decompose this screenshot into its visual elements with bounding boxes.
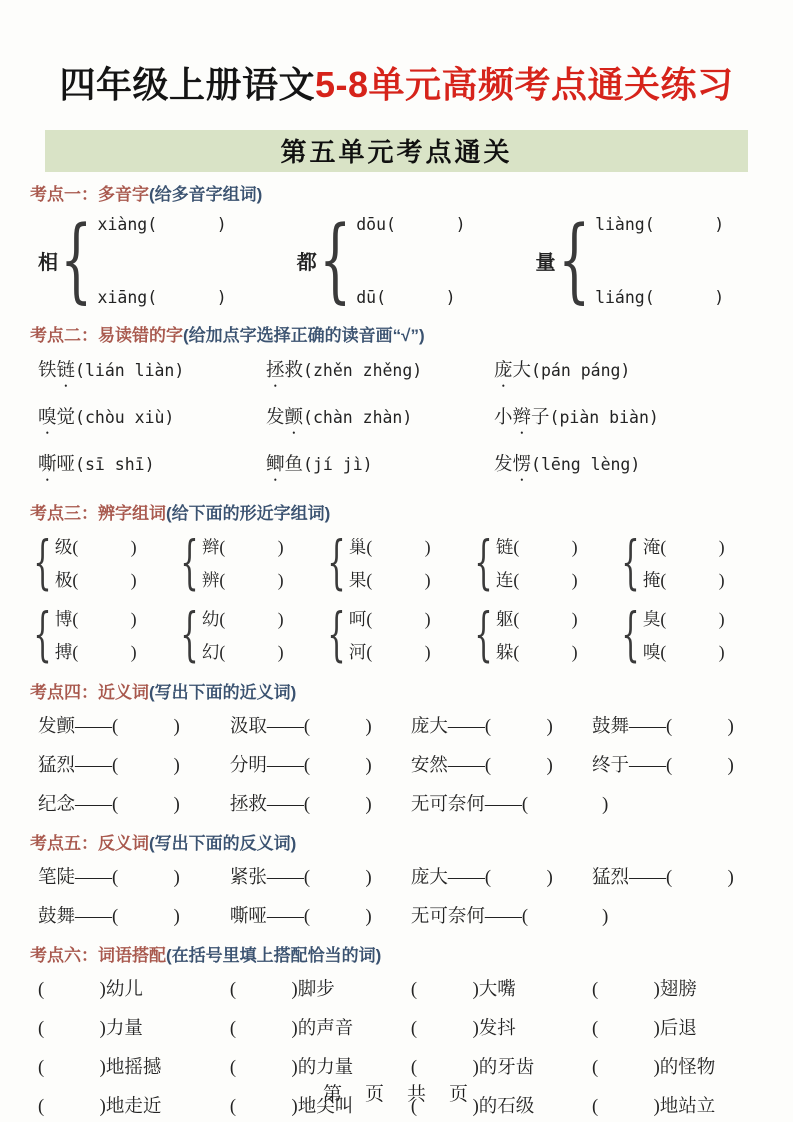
brace-glyph: {: [474, 527, 493, 596]
section-heading: 考点二：易读错的字: [30, 325, 183, 345]
pinyin-options: (chàn zhàn): [303, 407, 413, 427]
pair-blank: 河( ): [348, 641, 431, 662]
section-kaodian-1: [0, 184, 793, 313]
brace-glyph: {: [621, 599, 640, 668]
pronounce-item: [494, 450, 793, 485]
pair-blank: 博( ): [54, 608, 137, 629]
brace-glyph: {: [180, 599, 199, 668]
section-subheading: (在括号里填上搭配恰当的词): [166, 945, 382, 965]
polyphone-blank-bottom: liáng( ): [595, 287, 725, 307]
pair-lines: [643, 534, 725, 592]
polyphone-blank-top: dōu( ): [356, 214, 466, 234]
fill-item: 笔陡——( ): [38, 867, 180, 888]
polyphone-blank-bottom: dū( ): [356, 287, 456, 307]
fill-item: ( )的石级: [410, 1096, 535, 1117]
pair-lines: [349, 534, 431, 592]
fill-item: ( )地走近: [38, 1096, 162, 1117]
pronounce-item: [38, 450, 266, 485]
fill-item: ( )发抖: [410, 1018, 516, 1039]
pair-blank: 臭( ): [642, 608, 725, 629]
fill-item: ( )地站立: [591, 1096, 716, 1117]
polyphone-group: [296, 206, 466, 314]
section-kaodian-4: [0, 682, 793, 821]
pinyin-options: (chòu xiù): [75, 407, 175, 427]
pair-blank: 淹( ): [642, 536, 725, 557]
pair-lines: [55, 534, 137, 592]
pronounce-item: [38, 403, 266, 438]
section-body-synonyms: [0, 709, 793, 821]
pronounce-item: [266, 356, 494, 391]
pair-blank: 幻( ): [201, 641, 284, 662]
word-char: 小: [494, 407, 513, 428]
section-subheading: (写出下面的近义词): [149, 682, 297, 702]
page-title-black: 四年级上册语文: [59, 64, 315, 106]
fill-item: 猛烈——( ): [591, 867, 734, 888]
polyphone-options: [98, 215, 227, 307]
word-char: 哑: [56, 454, 76, 475]
fill-item: ( )地尖叫: [229, 1096, 354, 1117]
section-heading-row: [30, 503, 793, 525]
pair-blank: 巢( ): [348, 536, 431, 557]
pair-lines: [55, 606, 137, 664]
polyphone-char: 相: [38, 252, 58, 275]
word-char: 鱼: [284, 454, 304, 475]
word-char: 救: [284, 360, 304, 381]
fill-item: 分明——( ): [229, 755, 372, 776]
brace-glyph: {: [60, 206, 93, 314]
dotted-char: 嗅: [38, 407, 57, 428]
pronounce-item: [38, 356, 266, 391]
pair-group: [474, 527, 622, 596]
pair-blank: 呵( ): [348, 608, 431, 629]
section-heading: 考点一：多音字: [30, 184, 149, 204]
pronounce-item: [266, 450, 494, 485]
section-subheading: (给下面的形近字组词): [166, 503, 331, 523]
pair-group: [327, 599, 475, 668]
fill-item: ( )翅膀: [591, 979, 697, 1000]
pair-lines: [202, 534, 284, 592]
fill-item: 鼓舞——( ): [591, 716, 734, 737]
dotted-char: 庞: [494, 360, 513, 381]
section-subheading: (写出下面的反义词): [149, 833, 297, 853]
fill-item: ( )地摇撼: [38, 1057, 162, 1078]
pair-lines: [643, 606, 725, 664]
pinyin-options: (lián liàn): [75, 360, 185, 380]
fill-item: 紧张——( ): [229, 867, 372, 888]
word-char: 大: [512, 360, 532, 381]
pinyin-options: (lēng lèng): [531, 454, 641, 474]
unit-banner: 第五单元考点通关: [45, 130, 748, 172]
section-heading-row: [30, 945, 793, 967]
pair-blank: 辫( ): [201, 536, 284, 557]
dotted-char: 嘶: [38, 454, 57, 475]
word-char: 发: [266, 407, 285, 428]
fill-item: ( )的声音: [229, 1018, 354, 1039]
pinyin-options: (piàn biàn): [549, 407, 659, 427]
pinyin-options: (pán páng): [531, 360, 631, 380]
fill-item: ( )大嘴: [410, 979, 516, 1000]
dotted-char: 鲫: [266, 454, 285, 475]
section-heading: 考点四：近义词: [30, 682, 149, 702]
pronounce-item: [494, 356, 793, 391]
fill-item: ( )后退: [591, 1018, 697, 1039]
page-title: [0, 24, 793, 105]
dotted-char: 颤: [284, 407, 304, 428]
word-char: 铁: [38, 360, 57, 381]
word-char: 发: [494, 454, 513, 475]
pronounce-item: [266, 403, 494, 438]
section-body-pairs: [0, 527, 793, 670]
pair-blank: 幼( ): [201, 608, 284, 629]
section-subheading: (给加点字选择正确的读音画“√”): [183, 325, 425, 345]
pair-blank: 躲( ): [495, 641, 578, 662]
pair-group: [621, 527, 769, 596]
section-body-pronounce: [0, 352, 793, 491]
fill-item: 庞大——( ): [410, 867, 553, 888]
word-char: 觉: [56, 407, 76, 428]
polyphone-blank-top: xiàng( ): [97, 214, 227, 234]
polyphone-blank-bottom: xiāng( ): [97, 287, 227, 307]
section-body-antonyms: [0, 860, 793, 933]
section-kaodian-5: [0, 833, 793, 933]
pair-lines: [496, 606, 578, 664]
fill-item: ( )力量: [38, 1018, 143, 1039]
fill-item: 安然——( ): [410, 755, 553, 776]
pair-blank: 极( ): [54, 569, 137, 590]
polyphone-options: [595, 215, 724, 307]
pair-blank: 搏( ): [54, 641, 137, 662]
fill-item: 鼓舞——( ): [38, 906, 180, 927]
section-heading-row: [30, 325, 793, 347]
brace-glyph: {: [557, 206, 590, 314]
pronounce-item: [494, 403, 793, 438]
fill-item: 猛烈——( ): [38, 755, 180, 776]
brace-glyph: {: [621, 527, 640, 596]
pair-blank: 掩( ): [642, 569, 725, 590]
fill-item: 庞大——( ): [410, 716, 553, 737]
brace-glyph: {: [474, 599, 493, 668]
brace-glyph: {: [33, 527, 52, 596]
polyphone-group: [38, 206, 227, 314]
polyphone-group: [535, 206, 725, 314]
pinyin-options: (jí jì): [303, 454, 373, 474]
section-heading: 考点五：反义词: [30, 833, 149, 853]
pair-group: [327, 527, 475, 596]
fill-item: ( )的牙齿: [410, 1057, 535, 1078]
pair-group: [33, 599, 181, 668]
pair-group: [180, 527, 328, 596]
pair-group: [621, 599, 769, 668]
polyphone-options: [356, 215, 465, 307]
pair-group: [474, 599, 622, 668]
fill-item: 终于——( ): [591, 755, 734, 776]
polyphone-char: 量: [535, 252, 556, 275]
fill-item: 嘶哑——( ): [229, 906, 372, 927]
section-heading: 考点六：词语搭配: [30, 945, 166, 965]
dotted-char: 愣: [512, 454, 532, 475]
brace-glyph: {: [33, 599, 52, 668]
fill-item: ( )幼儿: [38, 979, 143, 1000]
fill-item: 纪念——( ): [38, 794, 180, 815]
section-heading-row: [30, 184, 793, 206]
fill-item: 无可奈何——( ): [410, 906, 609, 927]
section-subheading: (给多音字组词): [149, 184, 263, 204]
dotted-char: 拯: [266, 360, 285, 381]
polyphone-blank-top: liàng( ): [595, 214, 725, 234]
fill-item: 汲取——( ): [229, 716, 372, 737]
dotted-char: 链: [56, 360, 76, 381]
pair-blank: 连( ): [495, 569, 578, 590]
section-heading-row: [30, 833, 793, 855]
pair-group: [180, 599, 328, 668]
pair-lines: [496, 534, 578, 592]
fill-item: ( )的力量: [229, 1057, 354, 1078]
pair-group: [33, 527, 181, 596]
section-heading: 考点三：辨字组词: [30, 503, 166, 523]
brace-glyph: {: [327, 527, 346, 596]
section-body-polyphone: [0, 206, 793, 314]
pair-blank: 躯( ): [495, 608, 578, 629]
pinyin-options: (zhěn zhěng): [303, 360, 423, 380]
pair-lines: [202, 606, 284, 664]
pinyin-options: (sī shī): [75, 454, 155, 474]
pair-blank: 链( ): [495, 536, 578, 557]
page-title-red: 5-8单元高频考点通关练习: [314, 64, 734, 106]
polyphone-char: 都: [296, 252, 317, 275]
section-kaodian-2: [0, 325, 793, 491]
pair-blank: 级( ): [54, 536, 137, 557]
brace-glyph: {: [327, 599, 346, 668]
fill-item: ( )脚步: [229, 979, 335, 1000]
word-char: 子: [531, 407, 550, 428]
pair-lines: [349, 606, 431, 664]
fill-item: 发颤——( ): [38, 716, 180, 737]
fill-item: 拯救——( ): [229, 794, 372, 815]
section-heading-row: [30, 682, 793, 704]
pair-blank: 嗅( ): [642, 641, 725, 662]
section-kaodian-3: [0, 503, 793, 670]
fill-item: 无可奈何——( ): [410, 794, 609, 815]
pair-blank: 果( ): [348, 569, 431, 590]
fill-item: ( )的怪物: [591, 1057, 716, 1078]
dotted-char: 辫: [512, 407, 532, 428]
pair-blank: 辨( ): [201, 569, 284, 590]
brace-glyph: {: [180, 527, 199, 596]
page-footer: 第 页 共 页: [322, 1084, 470, 1105]
brace-glyph: {: [318, 206, 352, 314]
